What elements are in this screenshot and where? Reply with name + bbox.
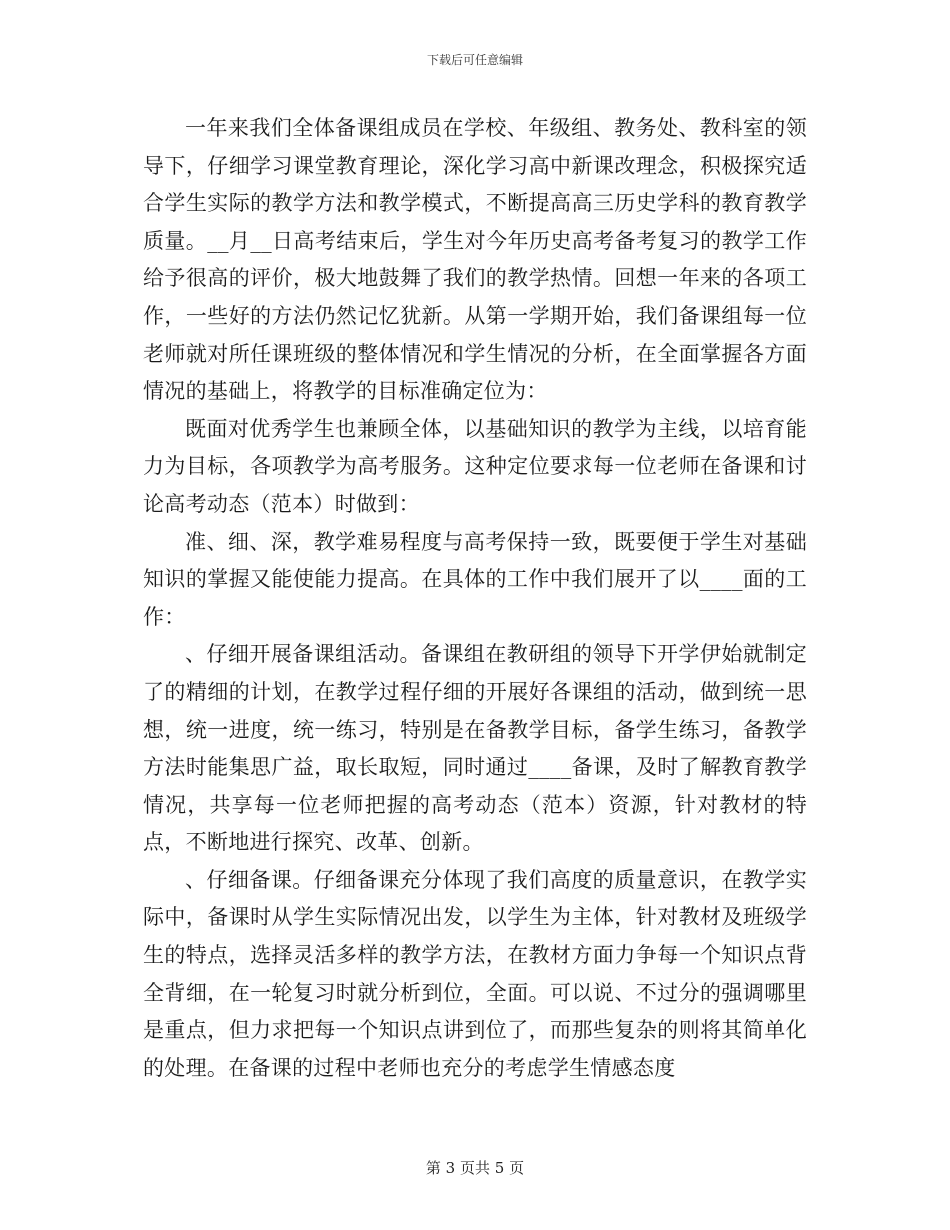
page-number-footer: 第 3 页共 5 页 (425, 1159, 525, 1177)
page-header: 下载后可任意编辑 (426, 53, 523, 67)
paragraph-4: 、仔细开展备课组活动。备课组在教研组的领导下开学伊始就制定了的精细的计划，在教学过程仔细的开展好各课组的活动，做到统一思想，统一进度，统一练习，特别是在备教学目标，备学生练习，备教学方法时能集思广益，取长取短，同时通过____备课，及时了解教育教学情况，共享每一位老师把握的高考动态（范本）资源，针对教材的特点，不断地进行探究、改革、创新。 (143, 642, 807, 855)
paragraph-2: 既面对优秀学生也兼顾全体，以基础知识的教学为主线，以培育能力为目标，各项教学为高考服务。这种定位要求每一位老师在备课和讨论高考动态（范本）时做到： (143, 416, 807, 516)
paragraph-5: 、仔细备课。仔细备课充分体现了我们高度的质量意识，在教学实际中，备课时从学生实际情况出发，以学生为主体，针对教材及班级学生的特点，选择灵活多样的教学方法，在教材方面力争每一个知识点背全背细，在一轮复习时就分析到位，全面。可以说、不过分的强调哪里是重点，但力求把每一个知识点讲到位了，而那些复杂的则将其简单化的处理。在备课的过程中老师也充分的考虑学生情感态度 (143, 867, 807, 1080)
paragraph-1: 一年来我们全体备课组成员在学校、年级组、教务处、教科室的领导下，仔细学习课堂教育理论，深化学习高中新课改理念，积极探究适合学生实际的教学方法和教学模式，不断提高高三历史学科的教育教学质量。__月__日高考结束后，学生对今年历史高考备考复习的教学工作给予很高的评价，极大地鼓舞了我们的教学热情。回想一年来的各项工作，一些好的方法仍然记忆犹新。从第一学期开始，我们备课组每一位老师就对所任课班级的整体情况和学生情况的分析，在全面掌握各方面情况的基础上，将教学的目标准确定位为： (143, 116, 807, 404)
paragraph-3: 准、细、深，教学难易程度与高考保持一致，既要便于学生对基础知识的掌握又能使能力提高。在具体的工作中我们展开了以____面的工作： (143, 529, 807, 629)
document-body (143, 110, 807, 1087)
